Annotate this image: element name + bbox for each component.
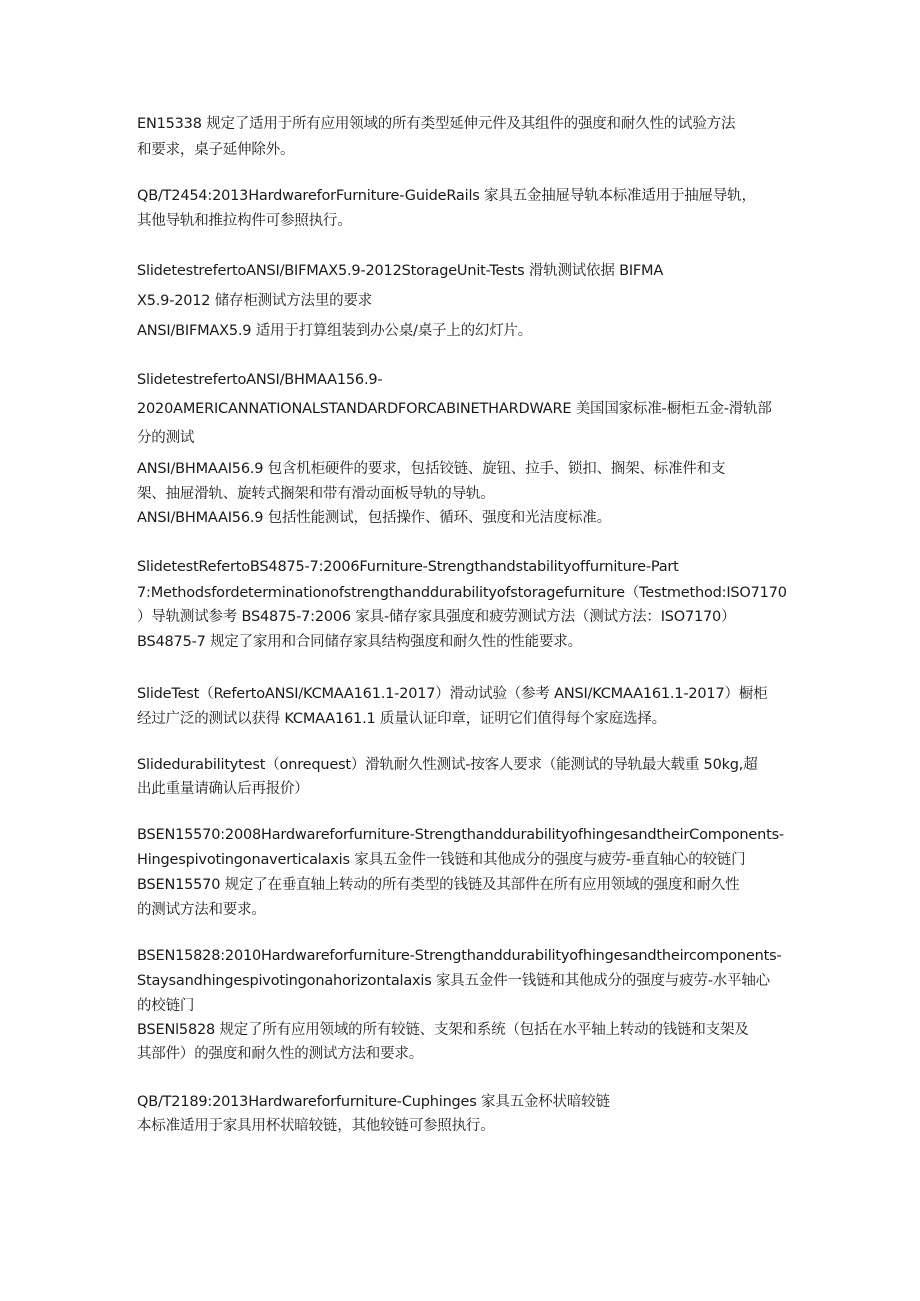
bhma-line-6: ANSI/BHMAAI56.9 包括性能测试，包括操作、循环、强度和光洁度标准。: [137, 510, 611, 526]
bsen15828-line-5: 其部件）的强度和耐久性的测试方法和要求。: [137, 1046, 423, 1062]
bsen15570-line-4: 的测试方法和要求。: [137, 902, 266, 918]
bsen15828-line-2: Staysandhingespivotingonahorizontalaxis 家具五金件一钱链和其他成分的强度与疲劳-水平轴心: [137, 973, 770, 989]
bsen15828-line-4: BSENl5828 规定了所有应用领域的所有较链、支架和系统（包括在水平轴上转动的钱链和支架及: [137, 1022, 749, 1038]
bsen15570-line-3: BSEN15570 规定了在垂直轴上转动的所有类型的钱链及其部件在所有应用领域的强度和耐久性: [137, 877, 740, 893]
bsen15570-line-2: Hingespivotingonaverticalaxis 家具五金件一钱链和其他成分的强度与疲劳-垂直轴心的较链门: [137, 852, 746, 868]
bhma-line-4: ANSI/BHMAAI56.9 包含机柜硬件的要求，包括铰链、旋钮、拉手、锁扣、搁架、标准件和支: [137, 461, 726, 477]
bhma-line-5: 架、抽屉滑轨、旋转式搁架和带有滑动面板导轨的导轨。: [137, 486, 495, 502]
bifma-line-2: X5.9-2012 储存柜测试方法里的要求: [137, 293, 373, 309]
bsen15570-line-1: BSEN15570:2008Hardwareforfurniture-StrengthanddurabilityofhingesandtheirComponents-: [137, 827, 784, 843]
bs4875-line-3: ）导轨测试参考 BS4875-7:2006 家具-储存家具强度和疲劳测试方法（测试方法：ISO7170）: [137, 609, 736, 625]
bs4875-line-2: 7:Methodsfordeterminationofstrengthanddurabilityofstoragefurniture（Testmethod:ISO7170: [137, 585, 787, 601]
bifma-line-1: SlidetestrefertoANSI/BIFMAX5.9-2012StorageUnit-Tests 滑轨测试依据 BIFMA: [137, 263, 664, 279]
en15338-line-2: 和要求，桌子延伸除外。: [137, 142, 295, 158]
kcma-line-2: 经过广泛的测试以获得 KCMAA161.1 质量认证印章，证明它们值得每个家庭选择。: [137, 711, 666, 727]
bsen15828-line-3: 的校链门: [137, 998, 195, 1014]
qb-t2454-line-2: 其他导轨和推拉构件可参照执行。: [137, 213, 352, 229]
bhma-line-3: 分的测试: [137, 430, 195, 446]
bsen15828-line-1: BSEN15828:2010Hardwareforfurniture-Strengthanddurabilityofhingesandtheircomponents-: [137, 948, 782, 964]
en15338-line-1: EN15338 规定了适用于所有应用领域的所有类型延伸元件及其组件的强度和耐久性的试验方法: [137, 116, 736, 132]
durability-line-1: Slidedurabilitytest（onrequest）滑轨耐久性测试-按客人要求（能测试的导轨最大载重 50kg,超: [137, 757, 758, 773]
bs4875-line-1: SlidetestRefertoBS4875-7:2006Furniture-Strengthandstabilityoffurniture-Part: [137, 559, 679, 575]
bs4875-line-4: BS4875-7 规定了家用和合同储存家具结构强度和耐久性的性能要求。: [137, 634, 582, 650]
qb-t2189-line-1: QB/T2189:2013Hardwareforfurniture-Cuphinges 家具五金杯状暗较链: [137, 1094, 610, 1110]
bhma-line-2: 2020AMERICANNATIONALSTANDARDFORCABINETHARDWARE 美国国家标准-橱柜五金-滑轨部: [137, 401, 772, 417]
bifma-line-3: ANSI/BIFMAX5.9 适用于打算组装到办公桌/桌子上的幻灯片。: [137, 323, 533, 339]
qb-t2454-line-1: QB/T2454:2013HardwareforFurniture-GuideRails 家具五金抽屉导轨本标准适用于抽屉导轨，: [137, 188, 756, 204]
kcma-line-1: SlideTest（RefertoANSI/KCMAA161.1-2017）滑动试验（参考 ANSI/KCMAA161.1-2017）橱柜: [137, 686, 768, 702]
qb-t2189-line-2: 本标准适用于家具用杯状暗较链，其他较链可参照执行。: [137, 1118, 495, 1134]
durability-line-2: 出此重量请确认后再报价）: [137, 781, 309, 797]
bhma-line-1: SlidetestrefertoANSI/BHMAA156.9-: [137, 372, 383, 388]
